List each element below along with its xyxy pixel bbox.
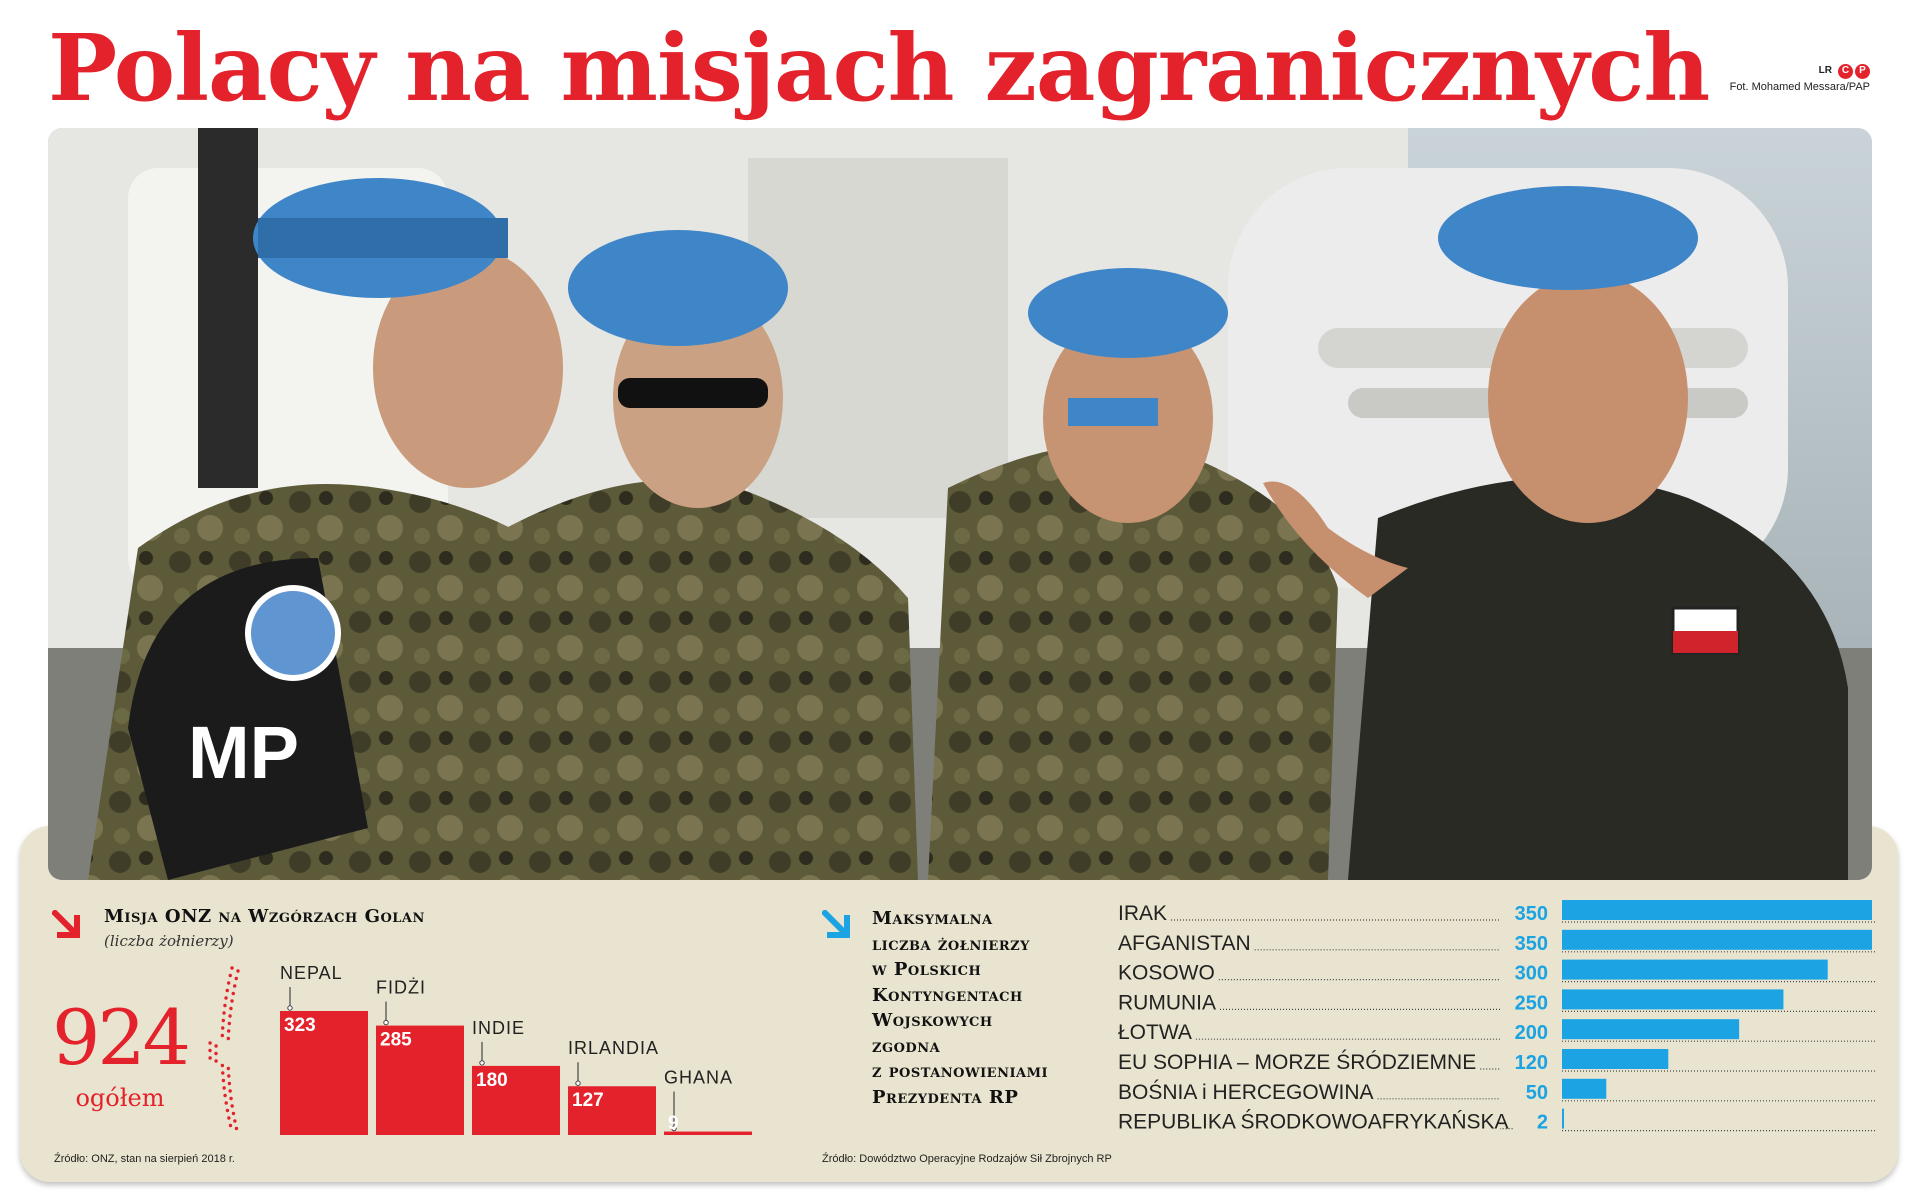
brace-dot [227, 1029, 230, 1032]
golan-leader-dot [576, 1081, 580, 1085]
brace-dot [223, 1004, 226, 1007]
brace-dot [232, 1112, 235, 1115]
contingent-value-label: 300 [1514, 962, 1548, 985]
brace-dot [208, 1049, 211, 1052]
brace-dot [232, 992, 235, 995]
golan-category-label: IRLANDIA [568, 1038, 660, 1059]
brace-dot [228, 1089, 231, 1092]
contingent-value-label: 350 [1514, 903, 1548, 925]
brace-dot [227, 1067, 230, 1070]
brace-dot [228, 1082, 231, 1085]
contingent-category-label: EU SOPHIA – MORZE ŚRÓDZIEMNE [1118, 1051, 1477, 1074]
golan-value-label: 180 [476, 1069, 508, 1091]
contingent-source: Źródło: Dowództwo Operacyjne Rodzajów Sił Zbrojnych RP [822, 1153, 1112, 1165]
brace-dot [221, 1071, 224, 1074]
brace-dot [223, 1094, 226, 1097]
brace-dot [235, 977, 238, 980]
contingent-bar-chart [1110, 898, 1880, 1138]
contingent-bar [1562, 1079, 1606, 1099]
photo-credit-text: Fot. Mohamed Messara/PAP [1729, 81, 1870, 93]
blue-arrow-icon [822, 910, 850, 938]
golan-category-label: GHANA [664, 1067, 734, 1088]
golan-chart-title: Misja ONZ na Wzgórzach Golan [104, 906, 425, 927]
brace-dot [230, 1104, 233, 1107]
brace-dot [227, 1116, 230, 1119]
contingent-bar [1562, 900, 1872, 920]
contingent-category-label: RUMUNIA [1118, 991, 1216, 1015]
brace-dot [228, 1014, 231, 1017]
contingent-category-label: AFGANISTAN [1118, 931, 1251, 955]
brace-dot [221, 1064, 224, 1067]
brace-dot [224, 996, 227, 999]
golan-value-label: 323 [284, 1015, 316, 1036]
brace-dot [236, 969, 239, 972]
publisher-logo: LR C P [1819, 63, 1870, 79]
brace-dot [221, 1026, 224, 1029]
contingent-category-label: ŁOTWA [1118, 1021, 1192, 1045]
contingent-bar [1562, 960, 1828, 980]
brace-dot [233, 1119, 236, 1122]
golan-category-label: INDIE [472, 1017, 526, 1038]
dotted-brace [208, 966, 239, 1130]
brace-dot [229, 1097, 232, 1100]
brace-dot [226, 989, 229, 992]
brace-dot [235, 1127, 238, 1130]
brace-dot [222, 1086, 225, 1089]
brace-dot [208, 1056, 211, 1059]
brace-dot [229, 1007, 232, 1010]
contingent-category-label: IRAK [1118, 902, 1168, 925]
contingent-value-label: 350 [1514, 932, 1548, 955]
contingent-value-label: 120 [1514, 1052, 1548, 1074]
brace-dot [222, 1011, 225, 1014]
photo-credit [1730, 62, 1870, 95]
golan-total-label: ogółem [75, 1084, 165, 1112]
contingent-bar [1562, 1049, 1668, 1069]
brace-dot [233, 984, 236, 987]
golan-value-label: 9 [668, 1113, 679, 1134]
brace-dot [227, 981, 230, 984]
svg-text:MP: MP [188, 711, 299, 794]
contingent-bar [1562, 1019, 1739, 1039]
golan-chart-subtitle: (liczba żołnierzy) [104, 932, 234, 950]
soldiers-photo [48, 128, 1872, 880]
contingent-category-label: KOSOWO [1118, 961, 1215, 985]
contingent-category-label: REPUBLIKA ŚRODKOWOAFRYKAŃSKA [1118, 1110, 1509, 1134]
golan-value-label: 127 [572, 1090, 604, 1112]
red-arrow-icon [52, 910, 80, 938]
page-title: Polacy na misjach zagranicznych [48, 14, 1710, 122]
contingent-value-label: 200 [1514, 1022, 1548, 1045]
golan-category-label: FIDŻI [376, 977, 426, 998]
brace-dot [227, 1037, 230, 1040]
contingent-chart-title: Maksymalna liczba żołnierzy w Polskich Kontyngentach Wojskowych zgodna z postanowieniami Prezydenta RP [872, 908, 1049, 1108]
brace-dot [230, 966, 233, 969]
brace-dot [221, 1034, 224, 1037]
brace-dot [214, 1052, 217, 1055]
brace-dot [208, 1041, 211, 1044]
brace-dot [222, 1079, 225, 1082]
contingent-value-label: 2 [1536, 1111, 1548, 1134]
contingent-category-label: BOŚNIA i HERCEGOWINA [1118, 1080, 1374, 1104]
golan-bar-chart [200, 960, 760, 1140]
contingent-bar [1562, 930, 1872, 950]
contingent-value-label: 250 [1514, 992, 1548, 1015]
brace-dot [229, 1124, 232, 1127]
golan-leader-dot [288, 1006, 292, 1010]
contingent-bar [1562, 989, 1783, 1009]
golan-leader-dot [384, 1020, 388, 1024]
brace-dot [214, 1044, 217, 1047]
contingent-bar [1562, 1109, 1564, 1129]
brace-dot [228, 1022, 231, 1025]
brace-dot [222, 1019, 225, 1022]
brace-dot [226, 1109, 229, 1112]
brace-dot [227, 1074, 230, 1077]
contingent-value-label: 50 [1525, 1081, 1548, 1104]
brace-dot [230, 999, 233, 1002]
golan-value-label: 285 [380, 1029, 412, 1051]
golan-category-label: NEPAL [280, 963, 343, 983]
golan-total-value: 924 [51, 993, 189, 1082]
brace-dot [229, 974, 232, 977]
golan-leader-dot [480, 1061, 484, 1065]
golan-source: Źródło: ONZ, stan na sierpień 2018 r. [54, 1153, 235, 1165]
brace-dot [224, 1101, 227, 1104]
brace-dot [214, 1059, 217, 1062]
